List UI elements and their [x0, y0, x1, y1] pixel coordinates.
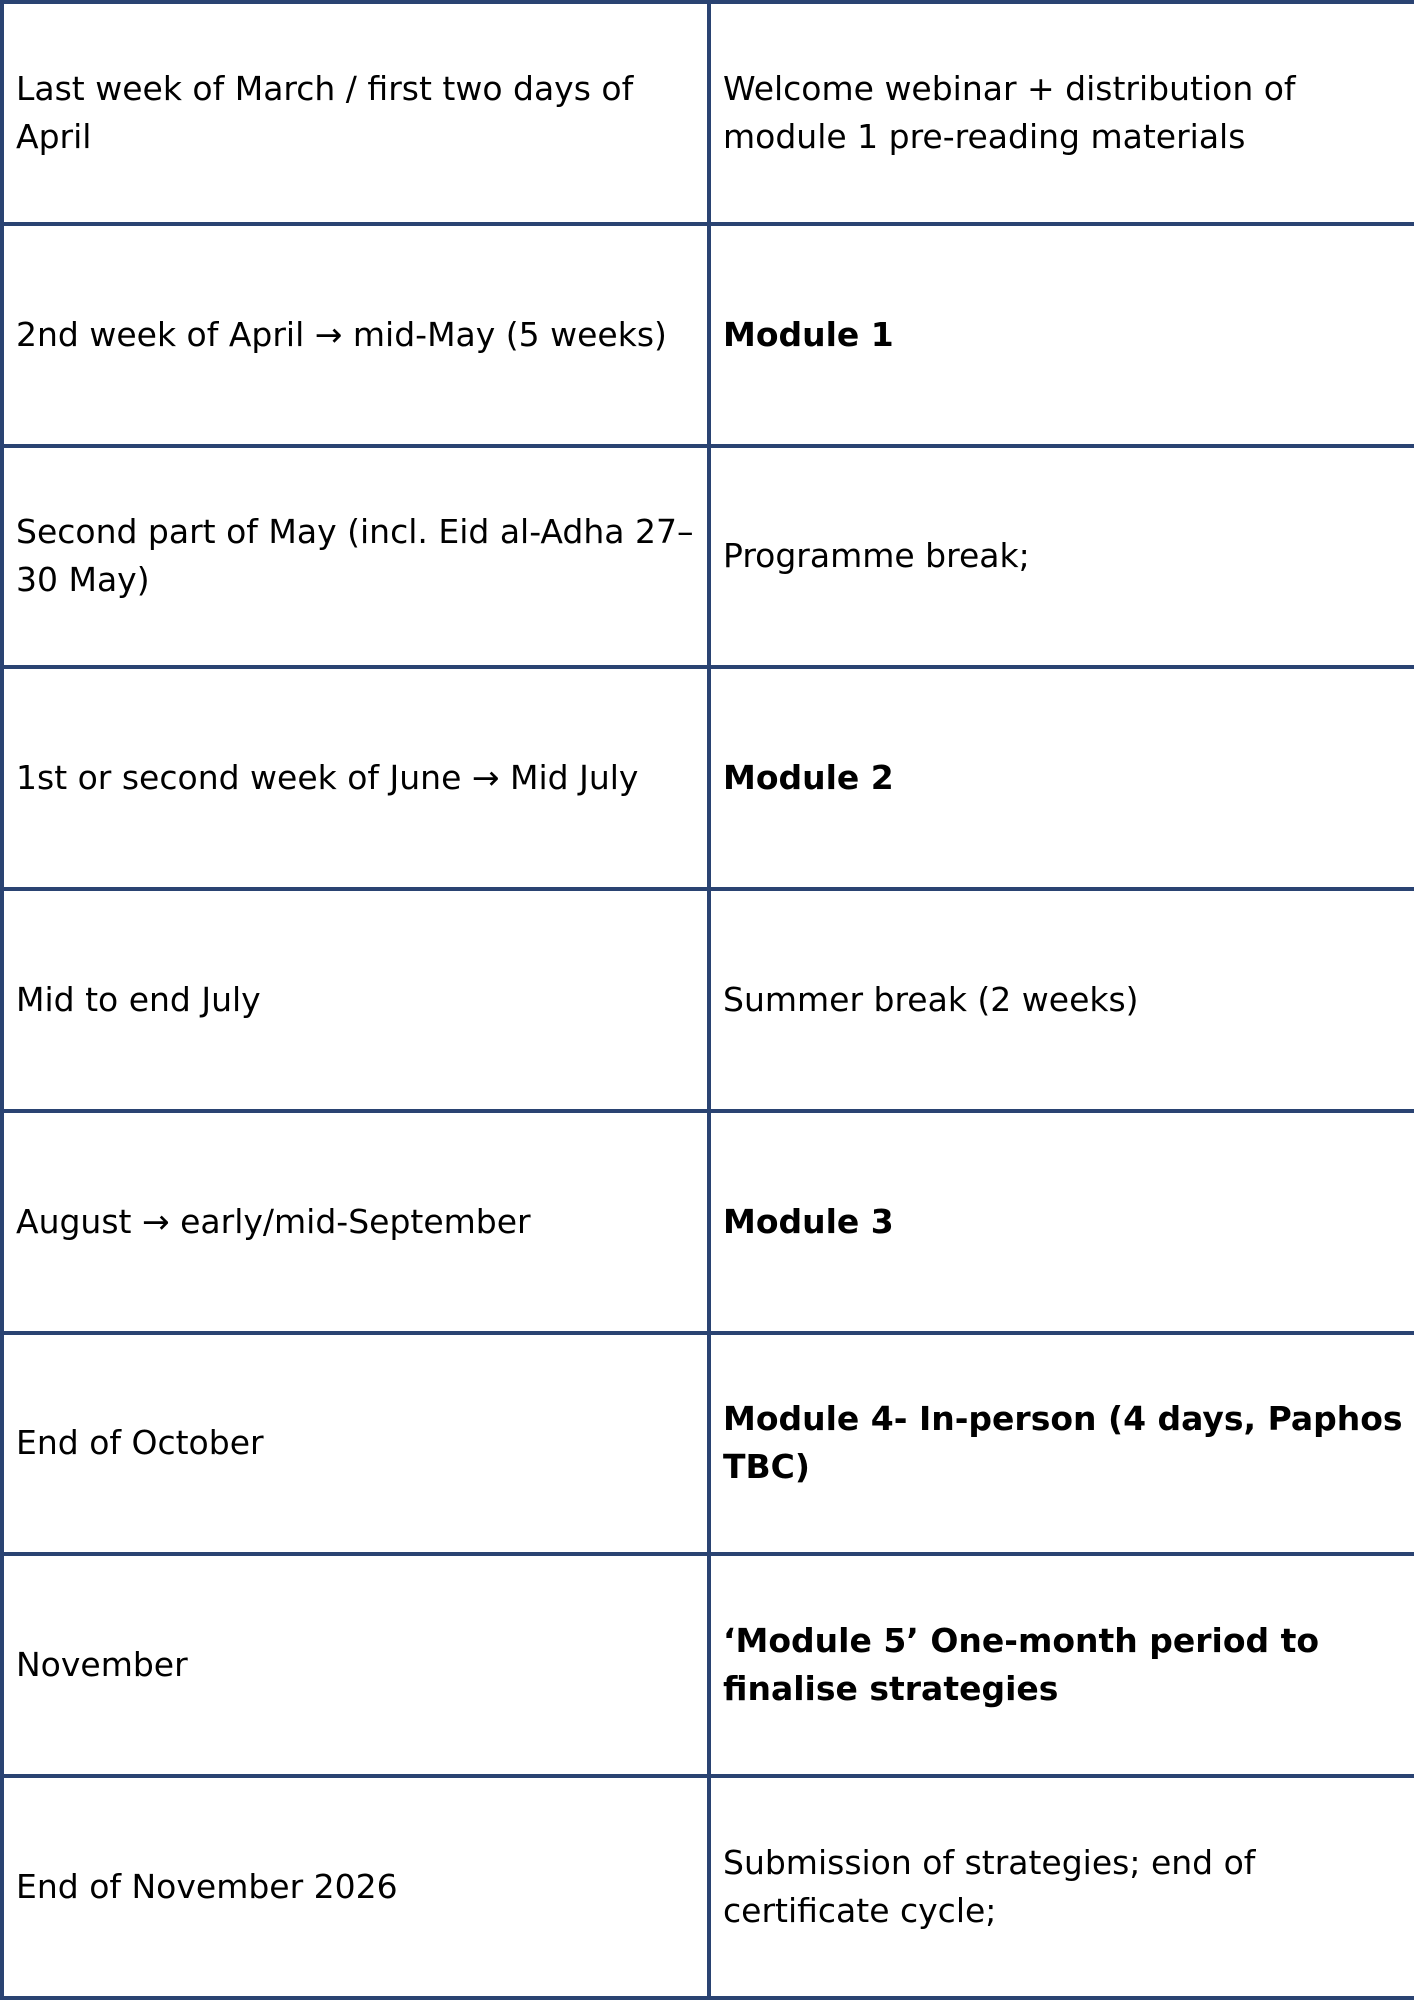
activity-cell: Submission of strategies; end of certificate cycle;	[709, 1776, 1414, 1998]
activity-cell: Summer break (2 weeks)	[709, 889, 1414, 1111]
table-row	[2, 889, 1414, 1111]
period-cell: End of October	[2, 1333, 709, 1555]
period-cell: Mid to end July	[2, 889, 709, 1111]
table-row	[2, 1554, 1414, 1776]
schedule-table-body	[2, 2, 1414, 1998]
activity-cell: Module 2	[709, 667, 1414, 889]
table-row	[2, 1333, 1414, 1555]
table-row	[2, 1111, 1414, 1333]
table-row	[2, 446, 1414, 668]
period-cell: August → early/mid-September	[2, 1111, 709, 1333]
table-row	[2, 224, 1414, 446]
activity-cell: Welcome webinar + distribution of module 1 pre-reading materials	[709, 2, 1414, 224]
activity-cell: Programme break;	[709, 446, 1414, 668]
activity-cell: ‘Module 5’ One-month period to finalise strategies	[709, 1554, 1414, 1776]
period-cell: End of November 2026	[2, 1776, 709, 1998]
period-cell: November	[2, 1554, 709, 1776]
period-cell: 2nd week of April → mid-May (5 weeks)	[2, 224, 709, 446]
table-row	[2, 667, 1414, 889]
activity-cell: Module 3	[709, 1111, 1414, 1333]
table-row	[2, 1776, 1414, 1998]
activity-cell: Module 4- In-person (4 days, Paphos TBC)	[709, 1333, 1414, 1555]
period-cell: 1st or second week of June → Mid July	[2, 667, 709, 889]
activity-cell: Module 1	[709, 224, 1414, 446]
table-row	[2, 2, 1414, 224]
period-cell: Second part of May (incl. Eid al-Adha 27–30 May)	[2, 446, 709, 668]
period-cell: Last week of March / first two days of April	[2, 2, 709, 224]
